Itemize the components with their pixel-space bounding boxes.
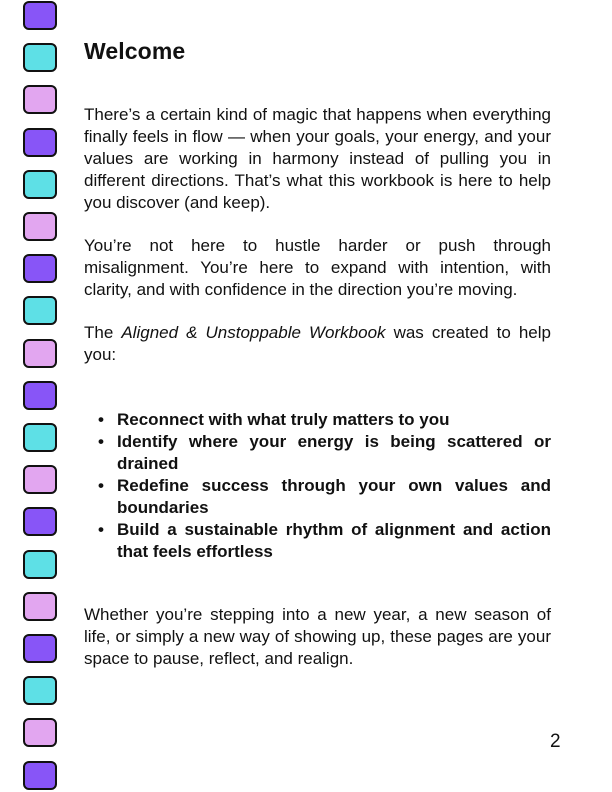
page-number: 2 bbox=[550, 731, 561, 752]
binding-ring-purple bbox=[23, 507, 57, 536]
intro-paragraph: There’s a certain kind of magic that happens when everything finally feels in flow — when your goals, your energy, and your values are working in harmony instead of pulling you in different directions. That’s what this workbook is here to help you discover (and keep). bbox=[84, 105, 551, 212]
list-item: • Reconnect with what truly matters to you bbox=[117, 409, 551, 431]
page-title: Welcome bbox=[84, 38, 186, 64]
binding-ring-lavender bbox=[23, 718, 57, 747]
list-item: • Redefine success through your own values and boundaries bbox=[117, 475, 551, 519]
list-item: • Identify where your energy is being scattered or drained bbox=[117, 431, 551, 475]
spiral-binding bbox=[23, 0, 61, 792]
purpose-prefix: The bbox=[84, 323, 122, 342]
binding-ring-lavender bbox=[23, 339, 57, 368]
binding-ring-cyan bbox=[23, 676, 57, 705]
binding-ring-cyan bbox=[23, 296, 57, 325]
intention-paragraph: You’re not here to hustle harder or push through misalignment. You’re here to expand with intention, with clarity, and with confidence in the direction you’re moving. bbox=[84, 236, 551, 299]
binding-ring-lavender bbox=[23, 465, 57, 494]
binding-ring-purple bbox=[23, 634, 57, 663]
binding-ring-lavender bbox=[23, 85, 57, 114]
purpose-paragraph bbox=[84, 322, 551, 366]
binding-ring-purple bbox=[23, 128, 57, 157]
binding-ring-lavender bbox=[23, 212, 57, 241]
binding-ring-purple bbox=[23, 381, 57, 410]
list-item: • Build a sustainable rhythm of alignment and action that feels effortless bbox=[117, 519, 551, 563]
binding-ring-lavender bbox=[23, 592, 57, 621]
closing-paragraph: Whether you’re stepping into a new year, a new season of life, or simply a new way of showing up, these pages are your space to pause, reflect, and realign. bbox=[84, 605, 551, 668]
purpose-suffix: was created to help you: bbox=[84, 323, 551, 364]
goals-list bbox=[84, 409, 551, 563]
binding-ring-purple bbox=[23, 254, 57, 283]
binding-ring-cyan bbox=[23, 170, 57, 199]
binding-ring-purple bbox=[23, 1, 57, 30]
binding-ring-cyan bbox=[23, 423, 57, 452]
binding-ring-cyan bbox=[23, 43, 57, 72]
workbook-title: Aligned & Unstoppable Workbook bbox=[121, 323, 386, 342]
binding-ring-cyan bbox=[23, 550, 57, 579]
binding-ring-purple bbox=[23, 761, 57, 790]
